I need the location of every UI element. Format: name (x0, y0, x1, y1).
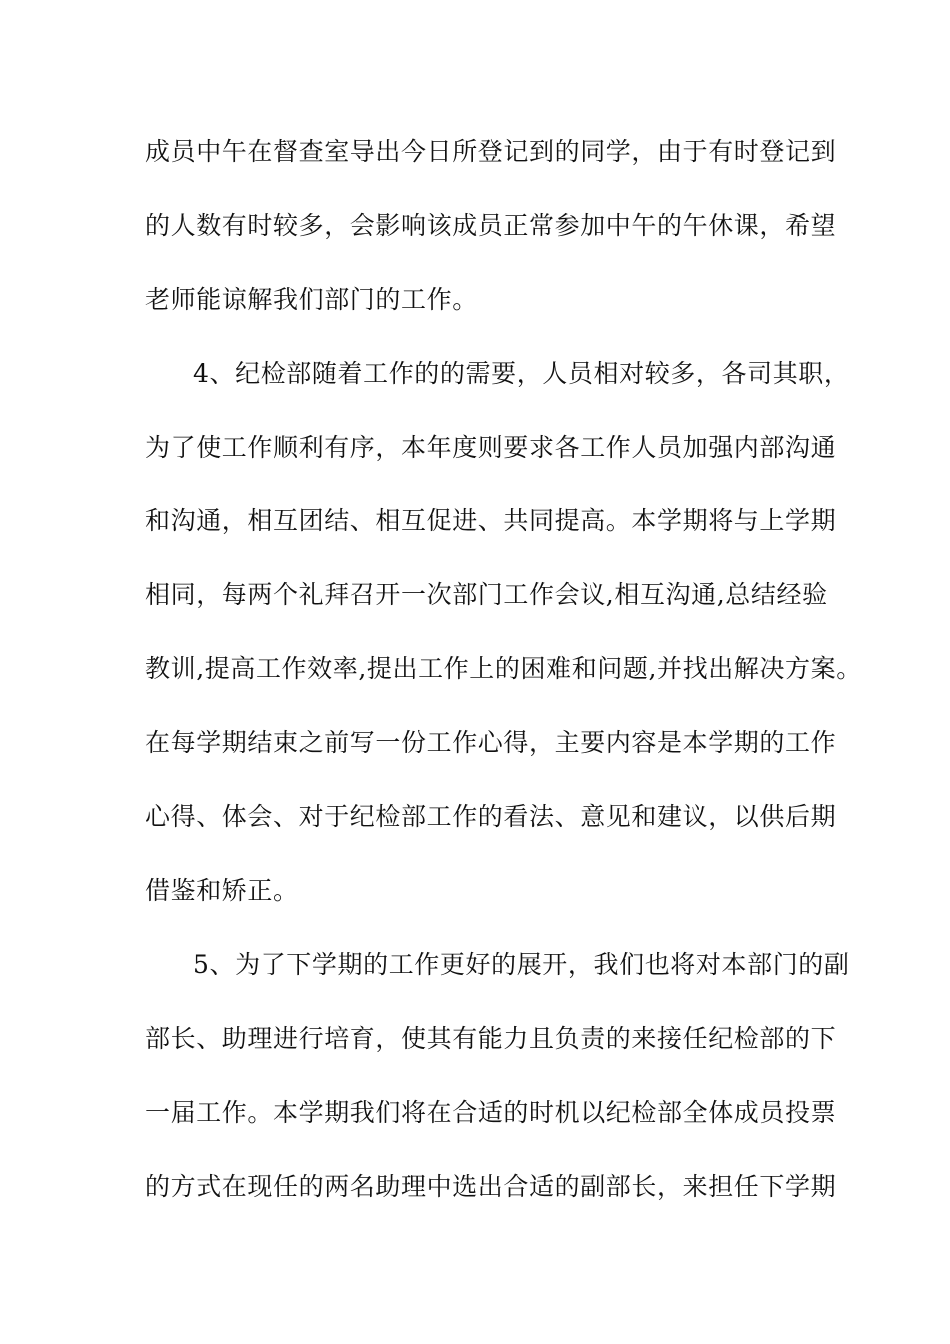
text-line: 相同，每两个礼拜召开一次部门工作会议,相互沟通,总结经验 (145, 580, 828, 609)
text-line: 部长、助理进行培育，使其有能力且负责的来接任纪检部的下 (145, 1024, 837, 1053)
text-line: 一届工作。本学期我们将在合适的时机以纪检部全体成员投票 (145, 1098, 837, 1127)
text-line: 和沟通，相互团结、相互促进、共同提高。本学期将与上学期 (145, 506, 837, 535)
text-line: 心得、体会、对于纪检部工作的看法、意见和建议，以供后期 (145, 802, 837, 831)
paragraph-5-first-line: 5、为了下学期的工作更好的展开，我们也将对本部门的副 (193, 950, 850, 979)
text-line: 老师能谅解我们部门的工作。 (145, 285, 478, 314)
text-line: 教训,提高工作效率,提出工作上的困难和问题,并找出解决方案。 (145, 654, 862, 683)
text-line: 在每学期结束之前写一份工作心得，主要内容是本学期的工作 (145, 728, 837, 757)
text-line: 借鉴和矫正。 (145, 876, 299, 905)
text-line: 为了使工作顺利有序，本年度则要求各工作人员加强内部沟通 (145, 433, 837, 462)
text-line: 的人数有时较多，会影响该成员正常参加中午的午休课，希望 (145, 211, 837, 240)
paragraph-4-first-line: 4、纪检部随着工作的的需要，人员相对较多，各司其职， (193, 359, 850, 388)
text-line: 成员中午在督查室导出今日所登记到的同学，由于有时登记到 (145, 137, 837, 166)
text-line: 的方式在现任的两名助理中选出合适的副部长，来担任下学期 (145, 1172, 837, 1201)
